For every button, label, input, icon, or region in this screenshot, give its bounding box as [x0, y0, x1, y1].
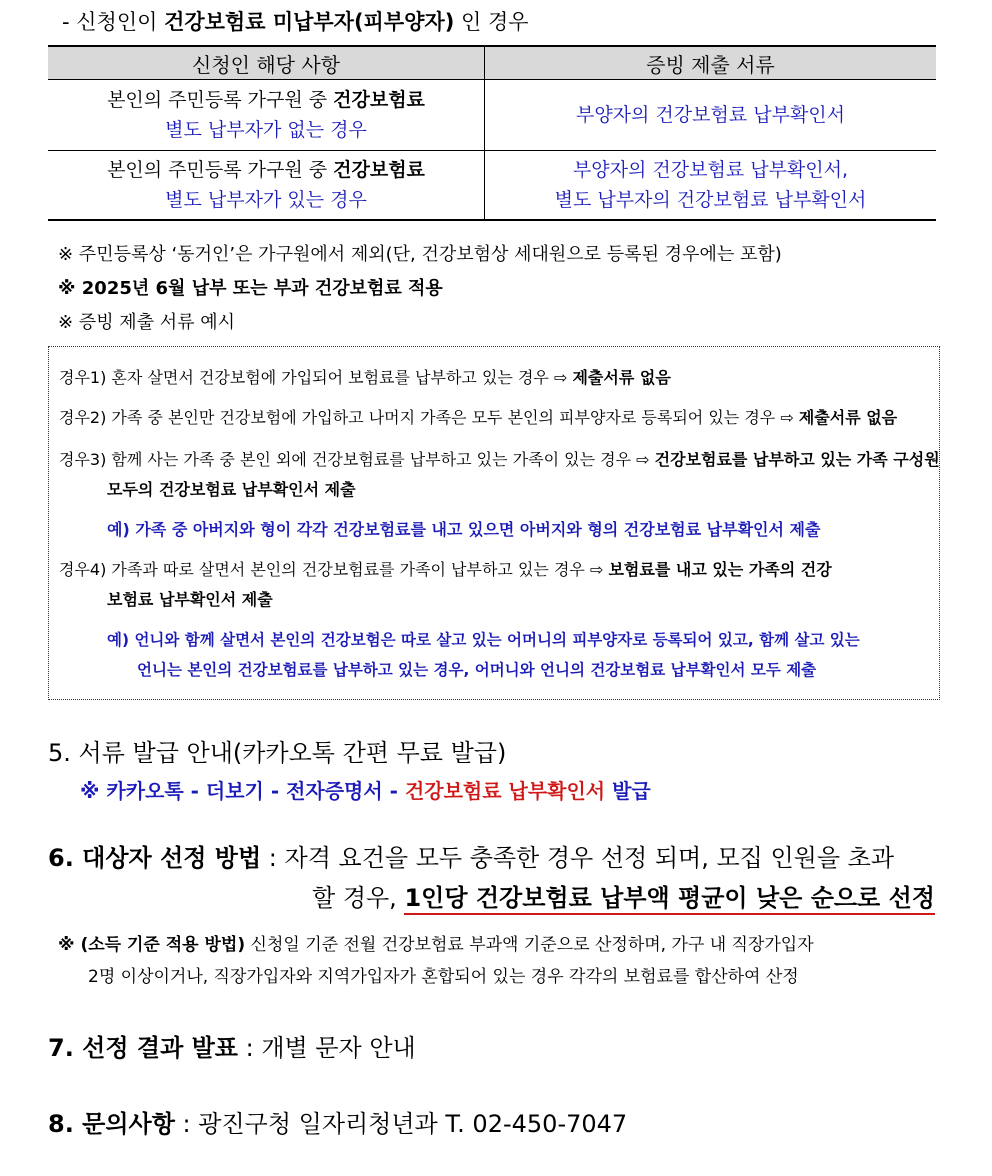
note-text: 신청일 기준 전월 건강보험료 부과액 기준으로 산정하며, 가구 내 직장가입자	[245, 935, 814, 955]
example-case-3-illustration: 예) 가족 중 아버지와 형이 각각 건강보험료를 내고 있으면 아버지와 형의 건강보험료 납부확인서 제출	[107, 520, 821, 539]
table-header-applicant: 신청인 해당 사항	[48, 46, 485, 80]
intro-suffix: 인 경우	[454, 10, 529, 34]
section-7-text: : 개별 문자 안내	[238, 1034, 416, 1062]
case-result: 제출서류 없음	[798, 408, 898, 427]
section-6-text: : 자격 요건을 모두 충족한 경우 선정 되며, 모집 인원을 초과	[261, 844, 895, 872]
section-5-path	[80, 775, 651, 804]
case-text: 경우4) 가족과 따로 살면서 본인의 건강보험료를 가족이 납부하고 있는 경우 ⇨	[59, 560, 609, 579]
section-5-title: 5. 서류 발급 안내(카카오톡 간편 무료 발급)	[48, 739, 507, 767]
section-6-note-line1	[58, 930, 814, 955]
example-case-2	[59, 403, 897, 433]
document-line1: 부양자의 건강보험료 납부확인서	[575, 104, 846, 126]
document-line1: 부양자의 건강보험료 납부확인서,	[572, 159, 849, 181]
section-8	[48, 1104, 627, 1139]
example-case-1	[59, 363, 671, 393]
table-row	[48, 151, 936, 221]
section-6-label: 6. 대상자 선정 방법	[48, 844, 262, 872]
condition-line2: 별도 납부자가 있는 경우	[165, 189, 367, 211]
example-case-4-illustration-1: 예) 언니와 함께 살면서 본인의 건강보험은 따로 살고 있는 어머니의 피부양자로 등록되어 있고, 함께 살고 있는	[107, 631, 860, 649]
case-text: 경우3) 함께 사는 가족 중 본인 외에 건강보험료를 납부하고 있는 가족이 있는 경우 ⇨	[59, 450, 655, 469]
table-cell-document	[485, 151, 937, 221]
condition-bold: 건강보험료	[333, 159, 425, 181]
note-period: ※ 2025년 6월 납부 또는 부과 건강보험료 적용	[58, 278, 443, 299]
section-6-note-line2: 2명 이상이거나, 직장가입자와 지역가입자가 혼합되어 있는 경우 각각의 보험료를 합산하여 산정	[88, 967, 799, 987]
examples-box	[48, 346, 940, 700]
path-blue: ※ 카카오톡 - 더보기 - 전자증명서 -	[80, 779, 405, 803]
section-6-text2: 할 경우,	[312, 884, 405, 912]
case-result: 보험료를 내고 있는 가족의 건강	[608, 560, 832, 579]
intro-prefix: - 신청인이	[62, 10, 165, 34]
note-examples-title: ※ 증빙 제출 서류 예시	[58, 312, 236, 333]
note-cohabitant: ※ 주민등록상 ‘동거인’은 가구원에서 제외(단, 건강보험상 세대원으로 등록된 경우에는 포함)	[58, 244, 782, 265]
table-cell-document	[485, 80, 937, 151]
section-7	[48, 1028, 416, 1063]
condition-text: 본인의 주민등록 가구원 중	[107, 89, 334, 111]
section-8-text: : 광진구청 일자리청년과 T. 02-450-7047	[174, 1110, 628, 1138]
case-result: 건강보험료를 납부하고 있는 가족 구성원	[654, 450, 940, 469]
section-6-line1	[48, 838, 894, 873]
case-result: 제출서류 없음	[572, 368, 671, 387]
condition-text: 본인의 주민등록 가구원 중	[107, 159, 334, 181]
intro-bold: 건강보험료 미납부자(피부양자)	[164, 10, 455, 34]
table-row	[48, 80, 936, 151]
case-text: 경우2) 가족 중 본인만 건강보험에 가입하고 나머지 가족은 모두 본인의 피부양자로 등록되어 있는 경우 ⇨	[59, 408, 799, 427]
table-header-documents: 증빙 제출 서류	[485, 46, 937, 80]
example-case-4-illustration-2: 언니는 본인의 건강보험료를 납부하고 있는 경우, 어머니와 언니의 건강보험료 납부확인서 모두 제출	[137, 661, 817, 679]
requirements-table	[48, 45, 936, 221]
path-red: 건강보험료 납부확인서	[404, 779, 606, 803]
condition-line2: 별도 납부자가 없는 경우	[165, 119, 367, 141]
table-cell-condition	[48, 151, 485, 221]
condition-bold: 건강보험료	[333, 89, 425, 111]
note-bold: ※ (소득 기준 적용 방법)	[58, 935, 246, 955]
table-cell-condition	[48, 80, 485, 151]
case-text: 경우1) 혼자 살면서 건강보험에 가입되어 보험료를 납부하고 있는 경우 ⇨	[59, 368, 573, 387]
document-line2: 별도 납부자의 건강보험료 납부확인서	[554, 189, 867, 211]
path-end: 발급	[605, 779, 651, 803]
example-case-4-cont: 보험료 납부확인서 제출	[107, 590, 273, 609]
table-header-row	[48, 46, 936, 80]
section-8-label: 8. 문의사항	[48, 1110, 175, 1138]
intro-line	[62, 6, 529, 36]
example-case-4	[59, 555, 832, 585]
example-case-3	[59, 445, 940, 475]
section-6-highlight: 1인당 건강보험료 납부액 평균이 낮은 순으로 선정	[404, 884, 935, 915]
section-7-label: 7. 선정 결과 발표	[48, 1034, 238, 1062]
example-case-3-cont: 모두의 건강보험료 납부확인서 제출	[107, 480, 356, 499]
section-6-line2	[312, 878, 935, 913]
